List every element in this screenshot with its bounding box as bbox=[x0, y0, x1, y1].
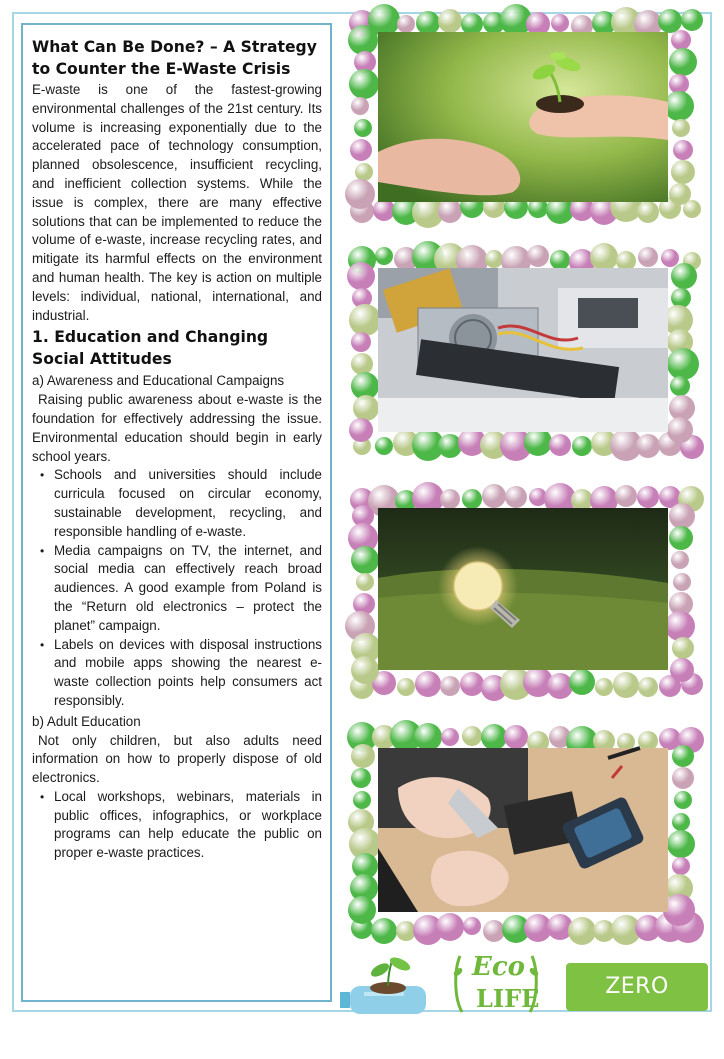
decorative-bubble bbox=[349, 418, 373, 442]
decorative-bubble bbox=[549, 434, 571, 456]
discarded-computer-parts-photo bbox=[378, 268, 668, 432]
decorative-bubble bbox=[375, 437, 393, 455]
image-panel-computer-parts bbox=[342, 240, 704, 466]
decorative-bubble bbox=[441, 728, 459, 746]
decorative-bubble bbox=[613, 672, 639, 698]
list-item: • Media campaigns on TV, the internet, and social media can effectively reach broad audiences. A good example from Poland is the “Return old electronics – protect the planet” campaign. bbox=[54, 542, 322, 636]
awareness-bullet-list bbox=[32, 466, 322, 710]
decorative-bubble bbox=[524, 428, 552, 456]
decorative-bubble bbox=[349, 69, 379, 99]
decorative-bubble bbox=[669, 48, 697, 76]
decorative-bubble bbox=[595, 678, 613, 696]
decorative-bubble bbox=[354, 119, 372, 137]
decorative-bubble bbox=[440, 489, 460, 509]
decorative-bubble bbox=[669, 526, 693, 550]
decorative-bubble bbox=[673, 140, 693, 160]
decorative-bubble bbox=[415, 671, 441, 697]
decorative-bubble bbox=[636, 434, 660, 458]
list-item: • Schools and universities should include curricula focused on circular economy, sustainable development, recycling, and responsible handling of e-waste. bbox=[54, 466, 322, 541]
decorative-bubble bbox=[462, 489, 482, 509]
image-panel-light-bulb bbox=[342, 480, 704, 706]
decorative-bubble bbox=[673, 573, 691, 591]
decorative-bubble bbox=[505, 486, 527, 508]
decorative-bubble bbox=[504, 725, 528, 749]
decorative-bubble bbox=[672, 767, 694, 789]
decorative-bubble bbox=[351, 332, 371, 352]
decorative-bubble bbox=[397, 15, 415, 33]
decorative-bubble bbox=[671, 30, 691, 50]
decorative-bubble bbox=[671, 551, 689, 569]
decorative-bubble bbox=[375, 247, 393, 265]
decorative-bubble bbox=[436, 913, 464, 941]
hands-holding-seedling-photo bbox=[378, 32, 668, 202]
decorative-bubble bbox=[672, 857, 690, 875]
decorative-bubble bbox=[353, 791, 371, 809]
decorative-bubble bbox=[638, 677, 658, 697]
decorative-bubble bbox=[672, 637, 694, 659]
decorative-bubble bbox=[671, 263, 697, 289]
decorative-bubble bbox=[463, 917, 481, 935]
decorative-bubble bbox=[637, 201, 659, 223]
decorative-bubble bbox=[667, 348, 699, 380]
light-bulb-on-moss-photo bbox=[378, 508, 668, 670]
decorative-bubble bbox=[345, 179, 375, 209]
eco-logo-text-bottom: LIFE bbox=[476, 984, 540, 1013]
decorative-bubble bbox=[351, 768, 371, 788]
intro-paragraph: E-waste is one of the fastest-growing environmental challenges of the 21st century. Its volume is increasing exponentially due to the accelerated pace of technology consumption, planned obsolescence, insufficient recycling, and inefficient collection systems. While the issue is complex, there are many effective solutions that can be implemented to reduce the volume of e-waste, increase recycling rates, and mitigate its harmful effects on the environment and human health. The key is action on multiple levels: individual, national, international, and industrial. bbox=[32, 82, 322, 323]
decorative-bubble bbox=[667, 830, 695, 858]
decorative-bubble bbox=[672, 119, 690, 137]
decorative-bubble bbox=[551, 14, 569, 32]
decorative-bubble bbox=[527, 245, 549, 267]
decorative-bubble bbox=[667, 417, 693, 443]
decorative-bubble bbox=[438, 9, 462, 33]
decorative-bubble bbox=[397, 678, 415, 696]
decorative-bubble bbox=[568, 917, 596, 945]
decorative-bubble bbox=[638, 247, 658, 267]
adult-education-bullet-list bbox=[32, 788, 322, 863]
decorative-bubble bbox=[669, 183, 691, 205]
decorative-bubble bbox=[347, 262, 375, 290]
list-item: • Local workshops, webinars, materials in public offices, infographics, or workplace programs can help educate the public on proper e-waste practices. bbox=[54, 788, 322, 863]
list-item: • Labels on devices with disposal instructions and mobile apps showing the nearest e-waste collection points help consumers act responsibly. bbox=[54, 636, 322, 711]
decorative-bubble bbox=[637, 486, 659, 508]
article-text-box bbox=[21, 23, 332, 1002]
adult-education-paragraph: Not only children, but also adults need information on how to properly dispose of old electronics. bbox=[32, 732, 322, 786]
decorative-bubble bbox=[351, 97, 369, 115]
section-heading: 1. Education and Changing Social Attitudes bbox=[32, 328, 269, 369]
decorative-bubble bbox=[482, 484, 506, 508]
decorative-bubble bbox=[670, 658, 694, 682]
decorative-bubble bbox=[572, 436, 592, 456]
eco-logo-text-top: Eco bbox=[472, 952, 525, 982]
subheading-awareness: a) Awareness and Educational Campaigns bbox=[32, 373, 285, 389]
decorative-bubble bbox=[440, 676, 460, 696]
decorative-bubble bbox=[350, 139, 372, 161]
decorative-bubble bbox=[348, 896, 376, 924]
decorative-bubble bbox=[681, 9, 703, 31]
decorative-bubble bbox=[569, 669, 595, 695]
decorative-bubble bbox=[672, 813, 690, 831]
decorative-bubble bbox=[674, 791, 692, 809]
hands-disassembling-hard-drive-photo bbox=[378, 748, 668, 912]
decorative-bubble bbox=[615, 485, 637, 507]
image-panel-seedling bbox=[342, 4, 704, 230]
decorative-bubble bbox=[664, 91, 694, 121]
decorative-bubble bbox=[356, 573, 374, 591]
zero-waste-logo: ZERO WASTE bbox=[566, 963, 708, 1011]
decorative-bubble bbox=[672, 745, 694, 767]
decorative-bubble bbox=[349, 304, 381, 336]
decorative-bubble bbox=[351, 546, 379, 574]
article-title: What Can Be Done? – A Strategy to Counter the E-Waste Crisis bbox=[32, 38, 317, 78]
eco-life-logo bbox=[450, 950, 542, 1018]
decorative-bubble bbox=[670, 376, 690, 396]
decorative-bubble bbox=[671, 160, 695, 184]
image-panel-hard-drive bbox=[342, 720, 704, 950]
decorative-bubble bbox=[351, 744, 375, 768]
subheading-adult-education: b) Adult Education bbox=[32, 713, 141, 729]
decorative-bubble bbox=[438, 199, 462, 223]
decorative-bubble bbox=[353, 395, 379, 421]
awareness-paragraph: Raising public awareness about e-waste is the foundation for effectively addressing the issue. Environmental education should begin in early school years. bbox=[32, 392, 322, 464]
recycled-bottle-plant-logo bbox=[340, 952, 430, 1018]
decorative-bubble bbox=[462, 726, 482, 746]
decorative-bubble bbox=[371, 918, 397, 944]
